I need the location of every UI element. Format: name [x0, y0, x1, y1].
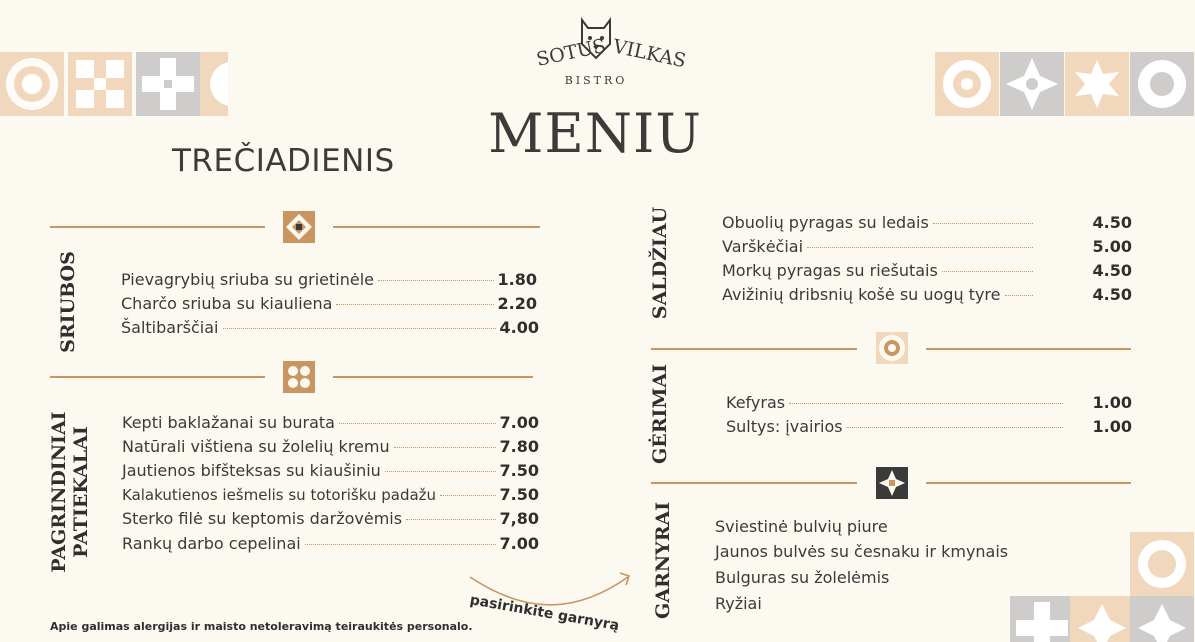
item-name: Kepti baklažanai su burata: [122, 413, 335, 432]
item-name: Kalakutienos iešmelis su totorišku padažu: [122, 486, 437, 504]
side-item: Bulguras su žolelėmis: [715, 568, 890, 587]
decor-tile-partial: [200, 52, 228, 116]
menu-item: [121, 294, 537, 318]
item-price: 1.80: [497, 270, 537, 289]
item-price: 7.80: [499, 437, 539, 456]
menu-item: [122, 509, 539, 533]
rosette-tile-icon: [876, 332, 908, 364]
menu-item: [726, 417, 1132, 441]
side-item: Ryžiai: [715, 594, 762, 613]
menu-item: [122, 437, 539, 461]
quatrefoil-tile-icon: [283, 361, 315, 393]
section-label-sides: GARNYRAI: [652, 501, 674, 619]
decor-tile-star: [1000, 52, 1064, 116]
divider-line: [333, 376, 533, 378]
menu-item: [722, 261, 1132, 285]
item-price: 4.50: [1092, 261, 1132, 280]
diamond-tile-icon: [283, 211, 315, 243]
page-title: MENIU: [488, 102, 702, 165]
decor-tile-rosette: [1130, 532, 1194, 596]
item-name: Šaltibarščiai: [121, 318, 219, 337]
side-item: Sviestinė bulvių piure: [715, 517, 888, 536]
divider-line: [651, 482, 857, 484]
section-label-mains-line2: PATIEKALAI: [70, 426, 92, 558]
item-name: Rankų darbo cepelinai: [122, 534, 301, 553]
star-tile-icon: [876, 467, 908, 499]
divider-line: [926, 348, 1131, 350]
item-name: Charčo sriuba su kiauliena: [121, 294, 333, 313]
divider-line: [50, 226, 265, 228]
decor-tile-cross: [136, 52, 200, 116]
side-item: Jaunos bulvės su česnaku ir kmynais: [715, 542, 1009, 561]
brand-logo: [496, 14, 696, 94]
decor-tile-rosette: [0, 52, 64, 116]
divider-line: [651, 348, 857, 350]
divider-line: [333, 226, 540, 228]
menu-item: [121, 270, 537, 294]
brand-name-left: SOTUS: [534, 34, 608, 71]
item-price: 7,80: [499, 509, 539, 528]
allergy-note: Apie galimas alergijas ir maisto netoleravimą teiraukitės personalo.: [50, 620, 473, 633]
menu-item: [121, 318, 539, 342]
item-name: Varškėčiai: [722, 237, 804, 256]
item-price: 7.00: [499, 534, 539, 553]
menu-item: [122, 413, 539, 437]
brand-name-right: VILKAS: [610, 35, 688, 73]
menu-item: [722, 285, 1132, 309]
item-name: Avižinių dribsnių košė su uogų tyre: [722, 285, 1001, 304]
item-price: 7.00: [499, 413, 539, 432]
menu-item: [722, 213, 1132, 237]
decor-tile-rosette-grey: [1130, 52, 1194, 116]
brand-sub: BISTRO: [564, 74, 628, 87]
item-name: Morkų pyragas su riešutais: [722, 261, 938, 280]
section-label-mains: [48, 402, 92, 582]
decor-tile-quatrefoil: [68, 52, 132, 116]
item-price: 7.50: [499, 461, 539, 480]
item-price: 5.00: [1092, 237, 1132, 256]
decor-tile-star-grey: [1130, 596, 1194, 642]
choose-side-hint: pasirinkite garnyrą: [468, 592, 621, 635]
decor-tile-star-peach: [1065, 52, 1129, 116]
item-name: Kefyras: [726, 393, 786, 412]
item-price: 1.00: [1092, 393, 1132, 412]
menu-item: [122, 461, 539, 485]
section-label-soups: SRIUBOS: [57, 251, 79, 353]
item-price: 4.50: [1092, 285, 1132, 304]
item-price: 4.50: [1092, 213, 1132, 232]
item-price: 7.50: [499, 485, 539, 504]
item-price: 4.00: [499, 318, 539, 337]
item-name: Obuolių pyragas su ledais: [722, 213, 929, 232]
item-name: Natūrali vištiena su žolelių kremu: [122, 437, 390, 456]
section-label-drinks: GĖRIMAI: [649, 363, 671, 464]
section-label-mains-line1: PAGRINDINIAI: [48, 411, 70, 573]
day-title: TREČIADIENIS: [172, 143, 395, 179]
section-label-desserts: SALDŽIAU: [649, 206, 671, 320]
menu-item: [722, 237, 1132, 261]
divider-line: [926, 482, 1131, 484]
item-name: Jautienos bifšteksas su kiaušiniu: [122, 461, 381, 480]
menu-item: [122, 485, 539, 509]
menu-item: [726, 393, 1132, 417]
decor-tile-rosette: [935, 52, 999, 116]
divider-line: [50, 376, 265, 378]
item-price: 2.20: [497, 294, 537, 313]
item-name: Pievagrybių sriuba su grietinėle: [121, 270, 375, 289]
decor-tile-cross-grey: [1010, 596, 1074, 642]
item-name: Sultys: įvairios: [726, 417, 843, 436]
item-price: 1.00: [1092, 417, 1132, 436]
item-name: Sterko filė su keptomis daržovėmis: [122, 509, 403, 528]
decor-tile-star-peach: [1070, 596, 1134, 642]
